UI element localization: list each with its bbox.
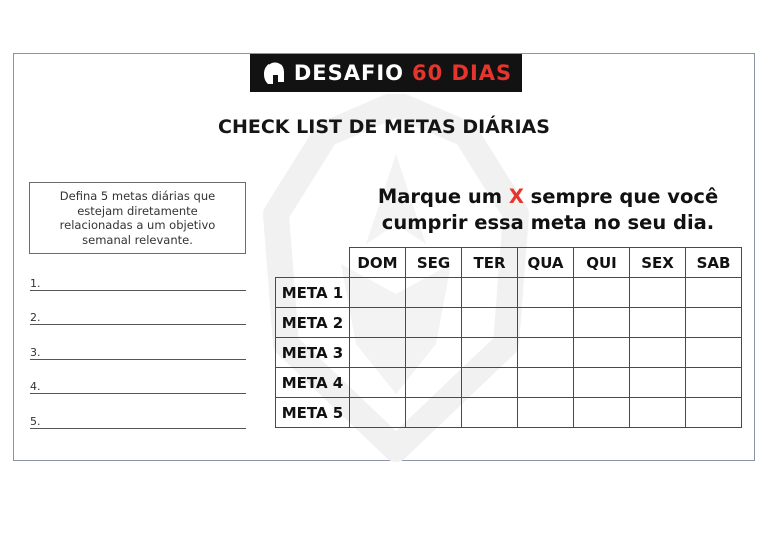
- check-cell[interactable]: [462, 398, 518, 428]
- mark-text-after: sempre que você cumprir essa meta no seu dia.: [381, 185, 719, 234]
- check-cell[interactable]: [574, 338, 630, 368]
- checklist-sheet: [13, 53, 755, 461]
- table-row: [276, 308, 742, 338]
- check-cell[interactable]: [350, 368, 406, 398]
- check-cell[interactable]: [462, 308, 518, 338]
- goal-line-3[interactable]: [30, 343, 246, 360]
- mark-x: X: [508, 185, 524, 208]
- meta-label: META 2: [276, 308, 350, 338]
- meta-label: META 4: [276, 368, 350, 398]
- check-cell[interactable]: [686, 278, 742, 308]
- mark-text-before: Marque um: [377, 185, 509, 208]
- goal-line-4[interactable]: [30, 377, 246, 394]
- meta-label: META 5: [276, 398, 350, 428]
- day-header: SAB: [686, 248, 742, 278]
- check-cell[interactable]: [630, 368, 686, 398]
- check-cell[interactable]: [686, 308, 742, 338]
- day-header: TER: [462, 248, 518, 278]
- check-cell[interactable]: [350, 398, 406, 428]
- check-cell[interactable]: [518, 308, 574, 338]
- check-cell[interactable]: [630, 398, 686, 428]
- instructions-box: [29, 182, 246, 254]
- goal-number: 5.: [30, 415, 41, 428]
- check-cell[interactable]: [406, 368, 462, 398]
- check-cell[interactable]: [462, 338, 518, 368]
- check-cell[interactable]: [630, 338, 686, 368]
- goal-number: 2.: [30, 311, 41, 324]
- goal-number: 3.: [30, 346, 41, 359]
- mark-instruction: [354, 184, 742, 236]
- check-cell[interactable]: [462, 278, 518, 308]
- goal-number: 4.: [30, 380, 41, 393]
- check-cell[interactable]: [406, 398, 462, 428]
- check-cell[interactable]: [462, 368, 518, 398]
- day-header: SEX: [630, 248, 686, 278]
- goal-line-1[interactable]: [30, 274, 246, 291]
- table-row: [276, 338, 742, 368]
- check-cell[interactable]: [686, 398, 742, 428]
- goal-line-2[interactable]: [30, 308, 246, 325]
- day-header: QUA: [518, 248, 574, 278]
- checklist-table: [275, 247, 742, 428]
- check-cell[interactable]: [518, 368, 574, 398]
- day-header: SEG: [406, 248, 462, 278]
- check-cell[interactable]: [350, 308, 406, 338]
- page-title: CHECK LIST DE METAS DIÁRIAS: [218, 116, 550, 138]
- table-row: [276, 398, 742, 428]
- instructions-text: Defina 5 metas diárias que estejam diretamente relacionadas a um objetivo semanal relevante.: [59, 189, 216, 247]
- meta-label: META 1: [276, 278, 350, 308]
- check-cell[interactable]: [686, 368, 742, 398]
- goal-line-5[interactable]: [30, 412, 246, 429]
- spartan-helmet-icon: [260, 60, 286, 86]
- check-cell[interactable]: [518, 278, 574, 308]
- desafio-logo: [250, 54, 522, 92]
- check-cell[interactable]: [406, 278, 462, 308]
- logo-word-60-dias: 60 DIAS: [412, 61, 513, 85]
- check-cell[interactable]: [630, 278, 686, 308]
- day-header: QUI: [574, 248, 630, 278]
- meta-label: META 3: [276, 338, 350, 368]
- check-cell[interactable]: [630, 308, 686, 338]
- check-cell[interactable]: [350, 338, 406, 368]
- check-cell[interactable]: [686, 338, 742, 368]
- goal-number: 1.: [30, 277, 41, 290]
- logo-word-desafio: DESAFIO: [293, 61, 404, 85]
- check-cell[interactable]: [406, 338, 462, 368]
- check-cell[interactable]: [518, 338, 574, 368]
- check-cell[interactable]: [574, 308, 630, 338]
- check-cell[interactable]: [574, 368, 630, 398]
- check-cell[interactable]: [518, 398, 574, 428]
- check-cell[interactable]: [406, 308, 462, 338]
- corner-cell: [276, 248, 350, 278]
- table-row: [276, 368, 742, 398]
- table-row: [276, 278, 742, 308]
- check-cell[interactable]: [350, 278, 406, 308]
- check-cell[interactable]: [574, 398, 630, 428]
- day-header: DOM: [350, 248, 406, 278]
- check-cell[interactable]: [574, 278, 630, 308]
- header-row: [276, 248, 742, 278]
